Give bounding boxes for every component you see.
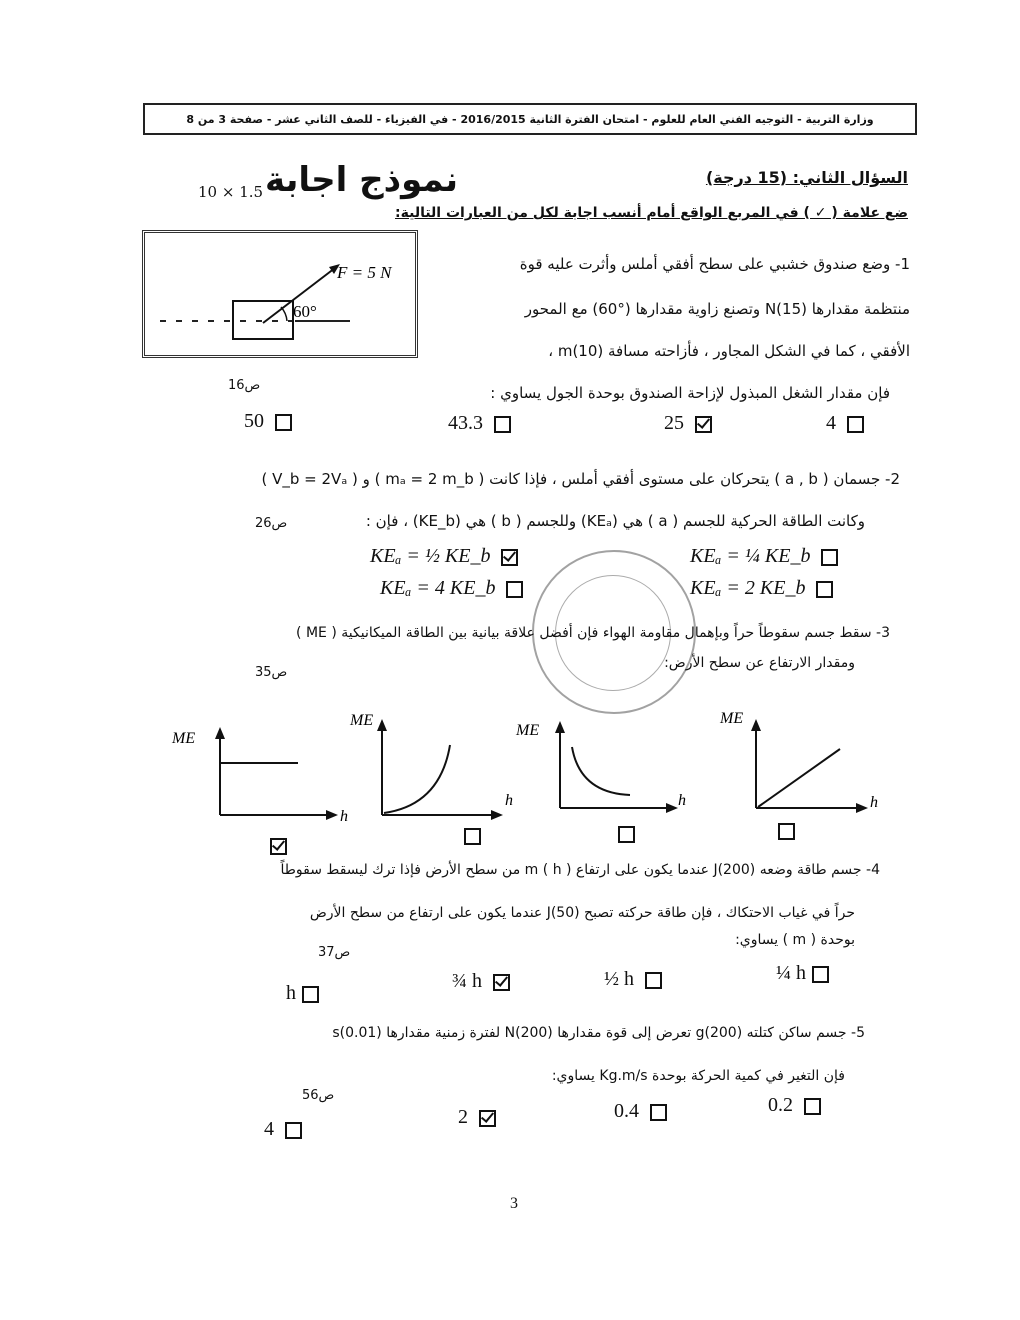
graph1-x-label: h — [340, 808, 348, 825]
checked-box-icon[interactable] — [501, 549, 518, 566]
q1-line1: 1- وضع صندوق خشبي على سطح أفقي أملس وأثرت عليه قوة — [519, 255, 910, 273]
checkbox[interactable] — [816, 581, 833, 598]
graph-linear-rising — [719, 710, 878, 813]
checkbox[interactable] — [285, 1122, 302, 1139]
q5-option-4[interactable]: 0.2 — [768, 1094, 821, 1117]
q4-page-ref: ص37 — [318, 945, 351, 960]
exam-header — [143, 103, 917, 135]
q1-option-3[interactable]: 25 — [664, 412, 712, 435]
q5-option-3[interactable]: 0.4 — [614, 1100, 667, 1123]
graph-decaying-curve — [515, 721, 686, 813]
q1-page-ref: ص16 — [228, 378, 261, 393]
graph2-y-label: ME — [350, 712, 374, 729]
q4-line1: 4- جسم طاقة وضعه J(200) عندما يكون على ارتفاع ( h ) m من سطح الأرض فإذا ترك ليسقط سقوطاً — [280, 862, 880, 878]
q4-option-3[interactable]: ½ h — [604, 968, 662, 991]
q3-graph3-checkbox[interactable] — [618, 826, 635, 843]
checkbox[interactable] — [275, 414, 292, 431]
q3-graph2-checkbox[interactable] — [464, 828, 481, 845]
graph4-x-label: h — [870, 794, 878, 811]
graph3-x-label: h — [678, 792, 686, 809]
q5-line1: 5- جسم ساكن كتلته g(200) تعرض إلى قوة مقدارها N(200) لفترة زمنية مقدارها s(0.01) — [332, 1025, 865, 1041]
graph2-x-label: h — [505, 792, 513, 809]
q3-graph4-checkbox[interactable] — [778, 823, 795, 840]
q2-option-3[interactable]: KEₐ = 4 KE_b — [380, 577, 523, 600]
force-label: F = 5 N — [337, 263, 392, 282]
checked-box-icon[interactable] — [493, 974, 510, 991]
checkbox[interactable] — [302, 986, 319, 1003]
q1-line2: منتظمة مقدارها N(15) وتصنع زاوية مقدارها (°60) مع المحور — [524, 300, 910, 318]
q2-option-4[interactable]: KEₐ = 2 KE_b — [690, 577, 833, 600]
graph-rising-curve — [349, 712, 513, 820]
graph1-y-label: ME — [172, 730, 196, 747]
checkbox[interactable] — [847, 416, 864, 433]
checkbox[interactable] — [812, 966, 829, 983]
checkbox[interactable] — [650, 1104, 667, 1121]
checked-box-icon[interactable] — [479, 1110, 496, 1127]
q3-line1: 3- سقط جسم سقوطاً حراً وبإهمال مقاومة الهواء فإن أفضل علاقة بيانية بين الطاقة الميكانيكية ( ME ) — [296, 625, 890, 641]
q1-option-1[interactable]: 50 — [244, 410, 292, 433]
q1-line4: فإن مقدار الشغل المبذول لإزاحة الصندوق بوحدة الجول يساوي : — [490, 384, 890, 402]
checkbox[interactable] — [821, 549, 838, 566]
q3-page-ref: ص35 — [255, 665, 288, 680]
graph3-y-label: ME — [516, 722, 540, 739]
q2-line2: وكانت الطاقة الحركية للجسم ( a ) هي (KEₐ) وللجسم ( b ) هي (KE_b) ، فإن : — [365, 512, 865, 530]
checkbox[interactable] — [645, 972, 662, 989]
q4-line2: حراً في غياب الاحتكاك ، فإن طاقة حركته تصبح J(50) عندما يكون على ارتفاع من سطح الأرض — [309, 905, 855, 921]
q1-figure — [142, 230, 418, 358]
q4-option-1[interactable]: h — [286, 982, 319, 1005]
section-title: السؤال الثاني: (15 درجة) — [705, 168, 908, 187]
q5-page-ref: ص56 — [302, 1088, 335, 1103]
graph4-y-label: ME — [720, 710, 744, 727]
graph-horizontal — [171, 727, 348, 825]
q2-option-1[interactable]: KEₐ = ½ KE_b — [370, 545, 518, 568]
q1-option-2[interactable]: 43.3 — [448, 412, 511, 435]
q2-line1: 2- جسمان ( a , b ) يتحركان على مستوى أفقي أملس ، فإذا كانت ( mₐ = 2 m_b ) و ( V_b = 2Vₐ ) — [261, 470, 900, 488]
q5-line2: فإن التغير في كمية الحركة بوحدة Kg.m/s يساوي: — [551, 1068, 845, 1084]
q2-page-ref: ص26 — [255, 516, 288, 531]
handwritten-title: نموذج اجابة — [265, 160, 458, 200]
q5-option-1[interactable]: 4 — [264, 1118, 302, 1141]
checkbox[interactable] — [506, 581, 523, 598]
scoring: 10 × 1.5 — [198, 183, 264, 201]
q4-option-4[interactable]: ¼ h — [776, 962, 829, 985]
q4-option-2[interactable]: ¾ h — [452, 970, 510, 993]
checkbox[interactable] — [804, 1098, 821, 1115]
section-instruction: ضع علامة ( ✓ ) في المربع الواقع أمام أنسب اجابة لكل من العبارات التالية: — [395, 205, 908, 221]
checked-box-icon[interactable] — [695, 416, 712, 433]
q4-line3: بوحدة ( m ) يساوي: — [735, 932, 855, 948]
q1-line3: الأفقي ، كما في الشكل المجاور ، فأزاحته مسافة m(10) ، — [548, 342, 910, 360]
q3-line2: ومقدار الارتفاع عن سطح الأرض: — [664, 655, 855, 671]
checkbox[interactable] — [494, 416, 511, 433]
q1-option-4[interactable]: 4 — [826, 412, 864, 435]
header-text: وزارة التربية - التوجيه الفني العام للعلوم - امتحان الفترة الثانية 2016/2015 - في الفيزياء - للصف الثاني عشر - صفحة 3 من 8 — [186, 112, 874, 126]
block-force-diagram — [145, 233, 415, 355]
page-number: 3 — [510, 1195, 518, 1212]
q2-option-2[interactable]: KEₐ = ¼ KE_b — [690, 545, 838, 568]
q5-option-2[interactable]: 2 — [458, 1106, 496, 1129]
angle-label: 60° — [293, 302, 317, 321]
q3-graph1-checkbox[interactable] — [270, 838, 287, 855]
